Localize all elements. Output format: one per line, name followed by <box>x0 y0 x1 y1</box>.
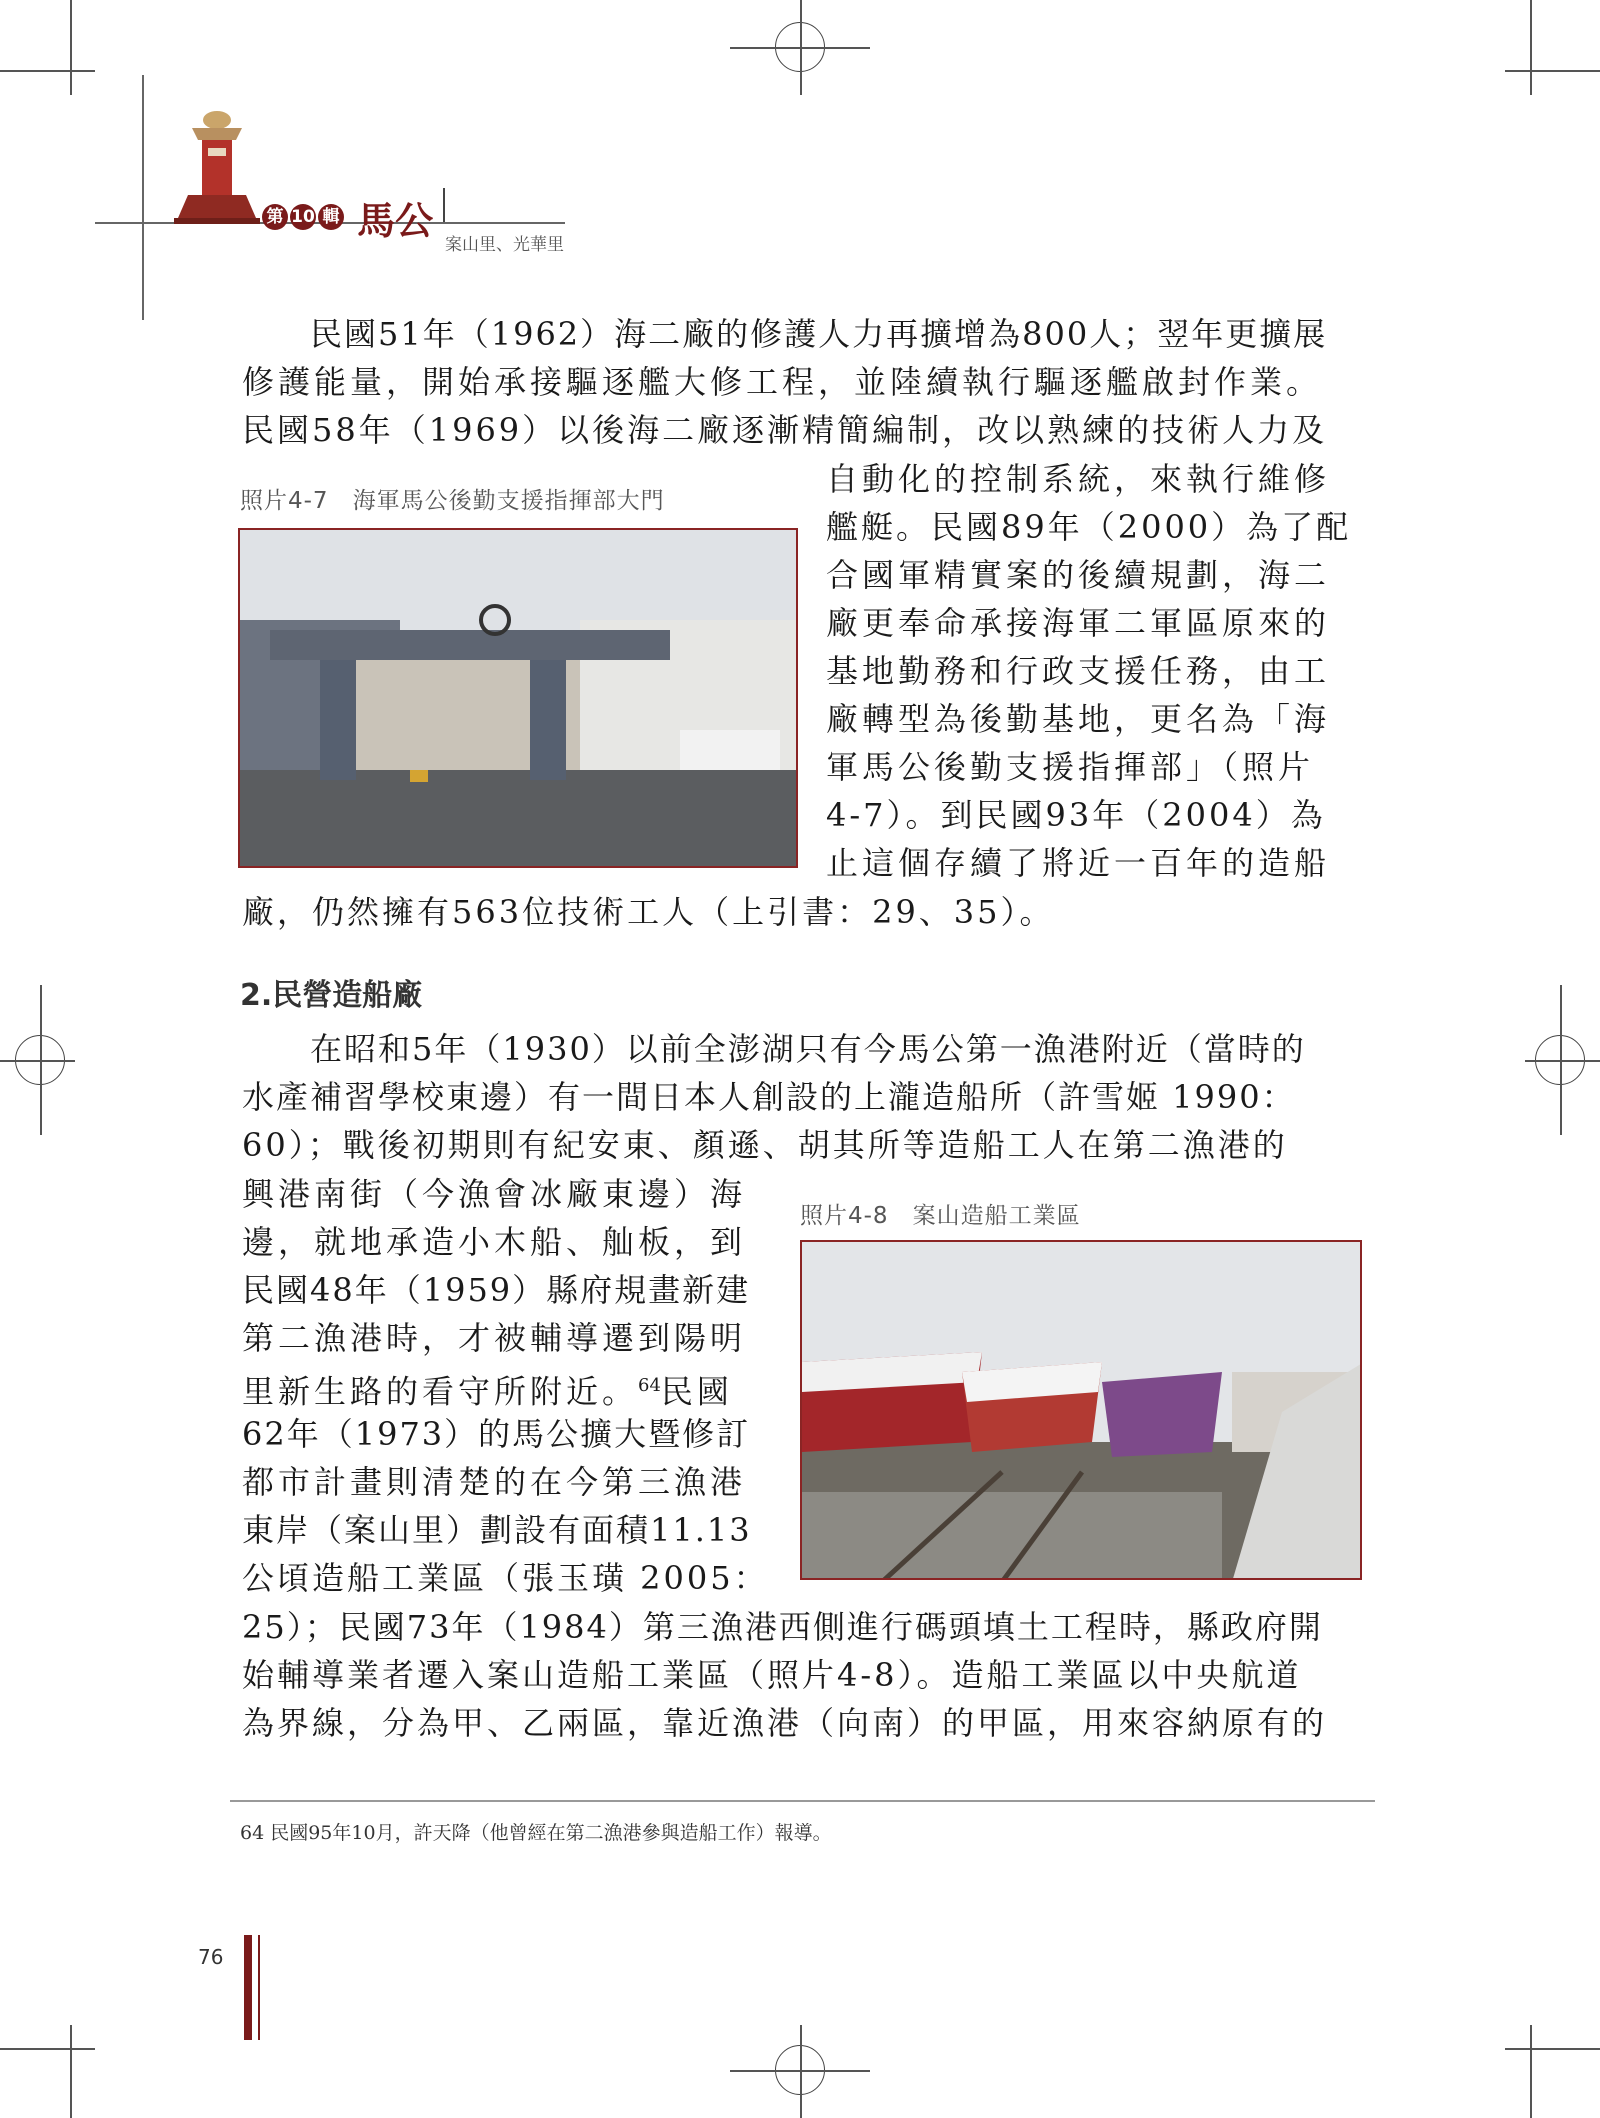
paragraph-line <box>242 1362 733 1416</box>
crop-mark <box>1530 0 1532 95</box>
naval-gate-illustration <box>240 530 798 868</box>
volume-title: 馬公 <box>357 198 434 243</box>
paragraph-line: 修護能量，開始承接驅逐艦大修工程，並陸續執行驅逐艦啟封作業。 <box>242 363 1323 401</box>
paragraph-line: 都市計畫則清楚的在今第三漁港 <box>242 1463 747 1501</box>
paragraph-line: 軍馬公後勤支援指揮部」（照片 <box>826 748 1315 786</box>
paragraph-text: 民國 <box>660 1372 733 1411</box>
footnote-reference[interactable]: 64 <box>638 1375 661 1396</box>
photo-caption: 照片4-7 海軍馬公後勤支援指揮部大門 <box>240 488 665 514</box>
paragraph-line: 基地勤務和行政支援任務，由工 <box>826 652 1331 690</box>
shipyard-illustration <box>802 1242 1362 1580</box>
crop-mark <box>1505 2048 1600 2050</box>
crop-mark <box>1505 70 1600 72</box>
registration-mark <box>40 985 42 1135</box>
paragraph-line: 始輔導業者遷入案山造船工業區（照片4-8）。造船工業區以中央航道 <box>242 1656 1302 1694</box>
crop-mark <box>1530 2025 1532 2118</box>
crop-mark <box>70 2025 72 2118</box>
paragraph-line: 合國軍精實案的後續規劃，海二 <box>826 556 1331 594</box>
section-heading: 2.民營造船廠 <box>240 978 423 1013</box>
paragraph-line: 艦艇。民國89年（2000）為了配 <box>826 508 1352 546</box>
registration-mark <box>0 1060 75 1062</box>
photo-caption: 照片4-8 案山造船工業區 <box>800 1203 1081 1229</box>
paragraph-line: 東岸（案山里）劃設有面積11.13 <box>242 1511 752 1549</box>
paragraph-line: 民國58年（1969）以後海二廠逐漸精簡編制，改以熟練的技術人力及 <box>242 411 1328 449</box>
paragraph-line: 止這個存續了將近一百年的造船 <box>826 844 1331 882</box>
registration-mark <box>1525 1060 1600 1062</box>
page-bar-line <box>258 1935 260 2040</box>
page-bar <box>244 1935 252 2040</box>
crop-mark <box>70 0 72 95</box>
paragraph-line: 為界線，分為甲、乙兩區，靠近漁港（向南）的甲區，用來容納原有的 <box>242 1704 1328 1742</box>
registration-mark <box>800 2025 802 2118</box>
paragraph-line: 廠，仍然擁有563位技術工人（上引書：29、35）。 <box>242 893 1055 931</box>
paragraph-line: 62年（1973）的馬公擴大暨修訂 <box>242 1415 751 1453</box>
paragraph-line: 廠轉型為後勤基地，更名為「海 <box>826 700 1331 738</box>
paragraph-line: 邊，就地承造小木船、舢板，到 <box>242 1223 747 1261</box>
page-number: 76 <box>198 1945 224 1969</box>
photo-shipyard <box>800 1240 1362 1580</box>
paragraph-line: 4-7）。到民國93年（2004）為 <box>826 796 1326 834</box>
paragraph-line: 60）；戰後初期則有紀安東、顏遜、胡其所等造船工人在第二漁港的 <box>242 1126 1288 1164</box>
series-suffix: 輯 <box>318 204 344 230</box>
paragraph-line: 自動化的控制系統，來執行維修 <box>826 460 1331 498</box>
monument-logo-icon <box>172 108 262 228</box>
paragraph-line: 民國51年（1962）海二廠的修護人力再擴增為800人；翌年更擴展 <box>242 315 1328 353</box>
crop-mark <box>0 2048 95 2050</box>
paragraph-line: 廠更奉命承接海軍二軍區原來的 <box>826 604 1331 642</box>
photo-naval-gate <box>238 528 798 868</box>
footnote-rule <box>230 1800 1375 1802</box>
paragraph-line: 興港南街（今漁會冰廠東邊）海 <box>242 1175 747 1213</box>
paragraph-line: 第二漁港時，才被輔導遷到陽明 <box>242 1319 747 1357</box>
paragraph-line: 25）；民國73年（1984）第三漁港西側進行碼頭填土工程時，縣政府開 <box>242 1608 1323 1646</box>
crop-mark <box>0 70 95 72</box>
paragraph-line: 在昭和5年（1930）以前全澎湖只有今馬公第一漁港附近（當時的 <box>242 1030 1306 1068</box>
paragraph-line: 民國48年（1959）縣府規畫新建 <box>242 1271 751 1309</box>
paragraph-text: 里新生路的看守所附近。 <box>242 1372 639 1411</box>
series-prefix: 第 <box>262 204 288 230</box>
footnote: 64 民國95年10月，許天降（他曾經在第二漁港參與造船工作）報導。 <box>240 1822 832 1844</box>
paragraph-line: 公頃造船工業區（張玉璜 2005： <box>242 1559 769 1597</box>
registration-mark <box>800 0 802 95</box>
registration-mark <box>1560 985 1562 1135</box>
series-title <box>262 190 433 245</box>
title-divider <box>443 188 445 222</box>
paragraph-line: 水產補習學校東邊）有一間日本人創設的上瀧造船所（許雪姬 1990： <box>242 1078 1296 1116</box>
header-subtitle: 案山里、光華里 <box>445 235 564 255</box>
series-number: 10 <box>290 204 316 230</box>
header-vertical-rule <box>142 75 144 320</box>
